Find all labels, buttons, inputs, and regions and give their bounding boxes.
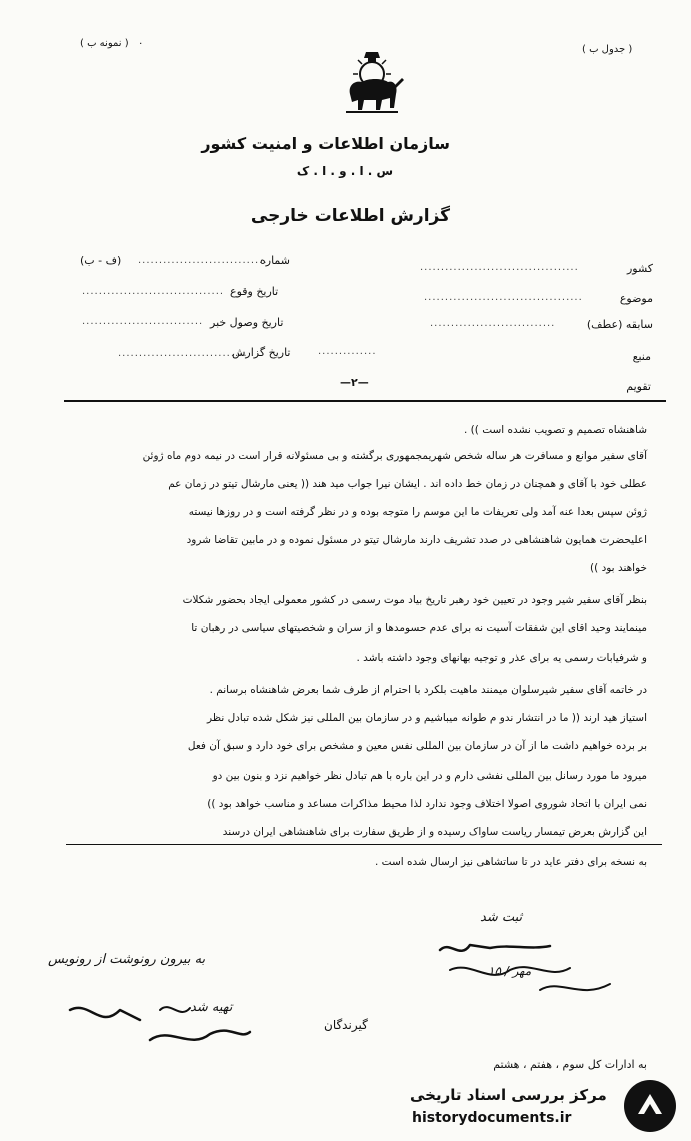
handwritten-date: ۱۵ / مهر [488,964,532,978]
country-dots: ...................................... [420,262,579,273]
body-line-15: این گزارش بعرض تیمسار ریاست ساواک رسیده و از طریق سفارت برای شاهنشاهی ایران درسند [222,826,647,838]
body-line-3: عطلی خود با آقای و همچنان در زمان خط داده اند . ایشان نیرا جواب مید هند (( یعنی مارشال تیتو در زمان عم [168,478,647,490]
watermark-site: historydocuments.ir [412,1110,572,1126]
handwritten-note-left-2: تهیه شد [190,1000,233,1015]
handwritten-note-right: ثبت شد [480,910,523,925]
body-line-10: در خاتمه آقای سفیر شیرسلوان میمنند ماهیت بلکرد با احترام از طرف شما بعرض شاهنشاه برسانم . [209,684,647,696]
number-value: (ف - ب) [80,254,122,267]
precedent-label: سابقه (عطف) [586,318,653,331]
recipients-label: گیرندگان [324,1018,368,1032]
form-type-label: ( نمونه ب ) [80,38,129,49]
precedent-dots: .............................. [430,318,556,329]
subject-label: موضوع [619,292,653,305]
watermark-name: مرکز بررسی اسناد تاریخی [410,1086,607,1104]
number-dots: ............................... [138,255,268,266]
body-line-8: مینمایند وحید اقای این شفقات آسیت نه برای عدم حسومدها و از سران و شخصیتهای سیاسی در رهبان تا [191,622,647,634]
event-date-label: تاریخ وقوع [230,285,279,298]
report-date-label: تاریخ گزارش [232,346,291,359]
receipt-date-label: تاریخ وصول خبر [210,316,284,329]
page-marker: —۲— [340,376,369,389]
body-line-13: میرود ما مورد رسانل بین المللی نفشی دارم و در این باره با هم تبادل نظر خواهیم نزد و بنون بین دو [212,770,647,782]
body-line-7: بنظر آقای سفیر شیر وجود در تعیین خود رهبر تاریخ بیاد موت رسمی در کشور معمولی ایجاد بحضور شکلات [182,594,647,606]
organization-title: سازمان اطلاعات و امنیت کشور [201,134,450,153]
body-line-12: بر برده خواهیم داشت ما از آن در سازمان بین المللی نفس معین و مشخص برای خود دارد و سبق آن فعل [187,740,647,752]
body-line-11: استیاز هید ارند (( ما در انتشار ندو م طوانه میباشیم و در سازمان بین المللی نیز شکل شده تبادل نظر [206,712,647,724]
evaluation-label: تقویم [626,380,651,393]
body-line-6: خواهند بود )) [590,562,647,574]
handwritten-signature-left [60,990,260,1060]
watermark-logo-icon [624,1080,676,1132]
body-line-14: نمی ایران با اتحاد شوروی اصولا اختلاف وجود ندارد لذا محیط مذاکرات مساعد و مناسب خواهد بود )) [207,798,647,810]
body-line-16: به نسخه برای دفتر عاید در تا ساتشاهی نیز ارسال شده است . [374,856,647,868]
header-divider [64,400,666,402]
event-date-dots: .................................. [82,286,225,297]
report-date-dots: ............................... [118,348,248,359]
subject-dots: ...................................... [424,292,583,303]
body-line-1: شاهنشاه تصمیم و تصویب نشده است )) . [463,424,647,436]
body-line-4: ژوئن سپس بعدا عنه آمد ولی تعریفات ما این موسم را متوجه بوده و در نظر گرفته است و در روزها نیسته [188,506,647,518]
country-label: کشور [626,262,653,275]
source-label: منبع [632,350,651,363]
underline [66,844,662,845]
source-dots: .............. [318,346,377,357]
distribution-line: به ادارات کل سوم ، هفتم ، هشتم [493,1058,647,1071]
receipt-date-dots: ............................. [82,316,204,327]
number-label: شماره [260,254,291,267]
handwritten-note-left: به بیرون رونوشت از رونویس [48,952,206,967]
table-type-label: ( جدول ب ) [582,44,633,55]
form-number: ٠ [138,38,144,49]
body-line-2: آقای سفیر موانع و مسافرت هر ساله شخص شهریمجمهوری برگشته و بی مسئولانه قرار است در نیمه دوم ماه ژوئن [142,450,647,462]
report-title: گزارش اطلاعات خارجی [250,206,450,226]
lion-and-sun-emblem [338,50,406,120]
body-line-5: اعلیحضرت همایون شاهنشاهی در صدد تشریف دارند مارشال تیتو در مسئول نموده و در مابین تقاضا شرود [186,534,647,546]
organization-code: س . ا . و . ا . ک [296,164,394,178]
body-line-9: و شرفیابات رسمی یه برای عذر و توجیه بهانهای وجود داشته باشد . [356,652,647,664]
